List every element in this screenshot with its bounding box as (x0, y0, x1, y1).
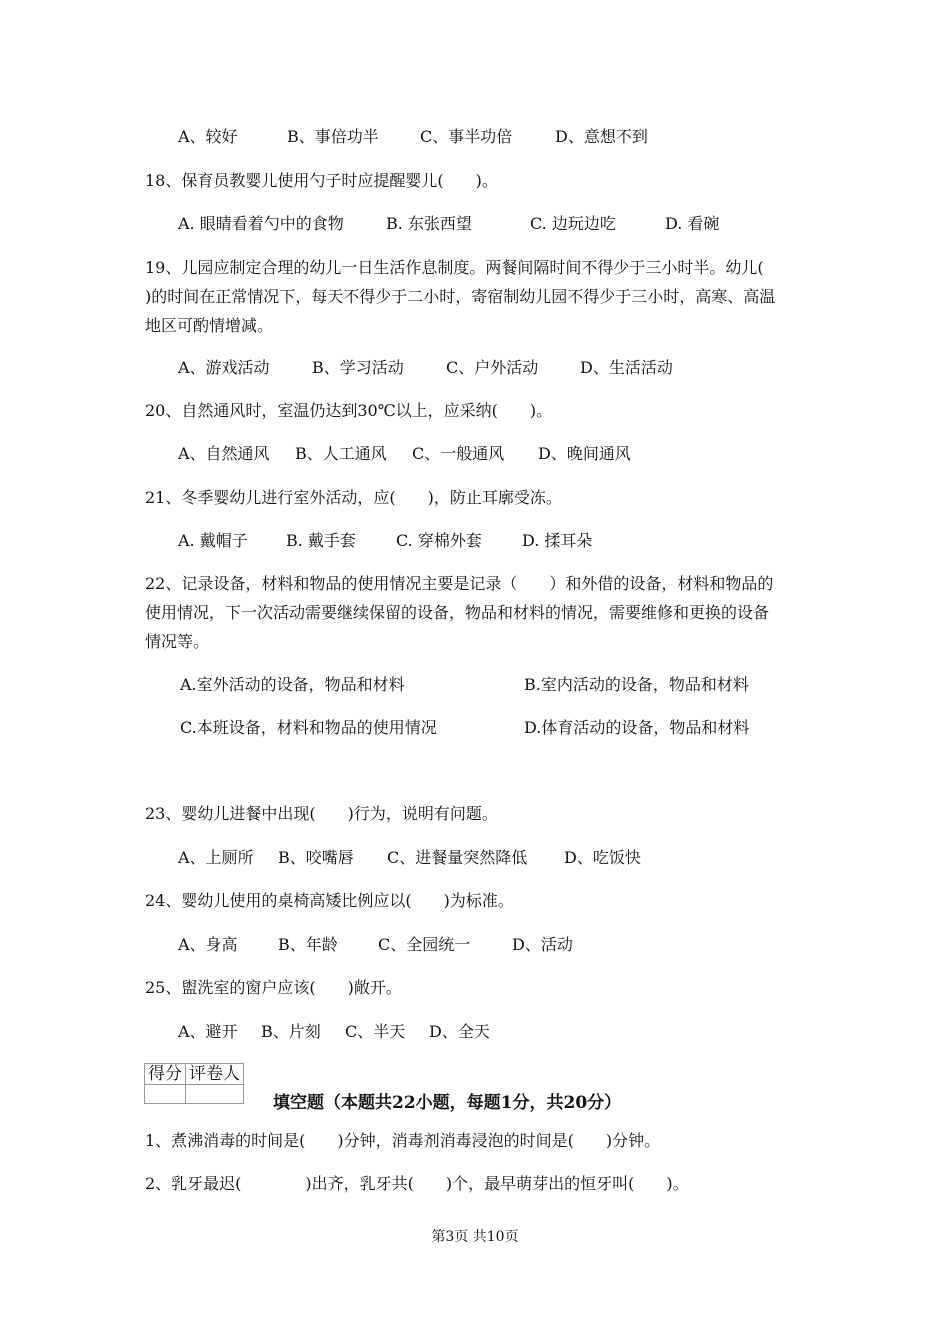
q23-option-b: B、咬嘴唇 (278, 848, 354, 867)
q17-option-c: C、事半功倍 (420, 127, 513, 146)
q22-option-a: A.室外活动的设备，物品和材料 (180, 675, 405, 694)
q20-option-c: C、一般通风 (412, 444, 505, 463)
q25-option-b: B、片刻 (261, 1022, 321, 1041)
q25-text: 25、盥洗室的窗户应该( )敞开。 (145, 978, 402, 997)
q19-option-a: A、游戏活动 (178, 358, 270, 377)
q19-option-d: D、生活活动 (580, 358, 673, 377)
q23-text: 23、婴幼儿进餐中出现( )行为，说明有问题。 (145, 804, 498, 823)
q19-line-3: 地区可酌情增减。 (145, 316, 274, 335)
q19-option-b: B、学习活动 (312, 358, 404, 377)
q22-line-2: 使用情况，下一次活动需要继续保留的设备，物品和材料的情况，需要维修和更换的设备 (145, 603, 770, 622)
q18-option-d: D. 看碗 (665, 214, 720, 233)
q20-text: 20、自然通风时，室温仍达到30℃以上，应采纳( )。 (145, 401, 553, 420)
q22-line-1: 22、记录设备，材料和物品的使用情况主要是记录（ ）和外借的设备，材料和物品的 (145, 574, 774, 593)
q24-option-d: D、活动 (512, 935, 573, 954)
q24-option-c: C、全园统一 (378, 935, 471, 954)
q20-option-b: B、人工通风 (295, 444, 387, 463)
q18-option-c: C. 边玩边吃 (530, 214, 616, 233)
grader-cell (186, 1085, 244, 1104)
q23-option-a: A、上厕所 (178, 848, 254, 867)
q25-option-a: A、避开 (178, 1022, 238, 1041)
q24-text: 24、婴幼儿使用的桌椅高矮比例应以( )为标准。 (145, 891, 514, 910)
q19-option-c: C、户外活动 (446, 358, 539, 377)
q21-text: 21、冬季婴幼儿进行室外活动，应( )，防止耳廓受冻。 (145, 488, 562, 507)
q22-option-d: D.体育活动的设备，物品和材料 (524, 718, 750, 737)
q17-option-b: B、事倍功半 (287, 127, 379, 146)
q25-option-d: D、全天 (429, 1022, 490, 1041)
grader-header: 评卷人 (186, 1064, 244, 1085)
fill-question-1: 1、煮沸消毒的时间是( )分钟，消毒剂消毒浸泡的时间是( )分钟。 (145, 1131, 661, 1150)
q17-option-a: A、较好 (178, 127, 238, 146)
q18-option-a: A. 眼睛看着勺中的食物 (178, 214, 344, 233)
q17-option-d: D、意想不到 (555, 127, 648, 146)
q21-option-b: B. 戴手套 (286, 531, 356, 550)
q18-option-b: B. 东张西望 (386, 214, 472, 233)
q23-option-c: C、进餐量突然降低 (387, 848, 528, 867)
q24-option-a: A、身高 (178, 935, 238, 954)
q24-option-b: B、年龄 (278, 935, 338, 954)
fill-question-2: 2、乳牙最迟( )出齐，乳牙共( )个，最早萌芽出的恒牙叫( )。 (145, 1174, 689, 1193)
score-table (144, 1063, 244, 1104)
q19-line-2: )的时间在正常情况下，每天不得少于二小时，寄宿制幼儿园不得少于三小时，高寒、高温 (145, 287, 776, 306)
q22-option-b: B.室内活动的设备，物品和材料 (524, 675, 749, 694)
q21-option-d: D. 揉耳朵 (522, 531, 593, 550)
q20-option-d: D、晚间通风 (538, 444, 631, 463)
q19-line-1: 19、儿园应制定合理的幼儿一日生活作息制度。两餐间隔时间不得少于三小时半。幼儿( (145, 258, 764, 277)
score-cell (145, 1085, 186, 1104)
q23-option-d: D、吃饭快 (564, 848, 641, 867)
q25-option-c: C、半天 (345, 1022, 406, 1041)
page-footer: 第3页 共10页 (431, 1229, 519, 1245)
section-title: 填空题（本题共22小题，每题1分，共20分） (273, 1093, 622, 1113)
q22-line-3: 情况等。 (145, 632, 210, 651)
q21-option-c: C. 穿棉外套 (396, 531, 482, 550)
q18-text: 18、保育员教婴儿使用勺子时应提醒婴儿( )。 (145, 171, 498, 190)
q22-option-c: C.本班设备，材料和物品的使用情况 (180, 718, 437, 737)
score-header: 得分 (145, 1064, 186, 1085)
q21-option-a: A. 戴帽子 (178, 531, 248, 550)
q20-option-a: A、自然通风 (178, 444, 270, 463)
